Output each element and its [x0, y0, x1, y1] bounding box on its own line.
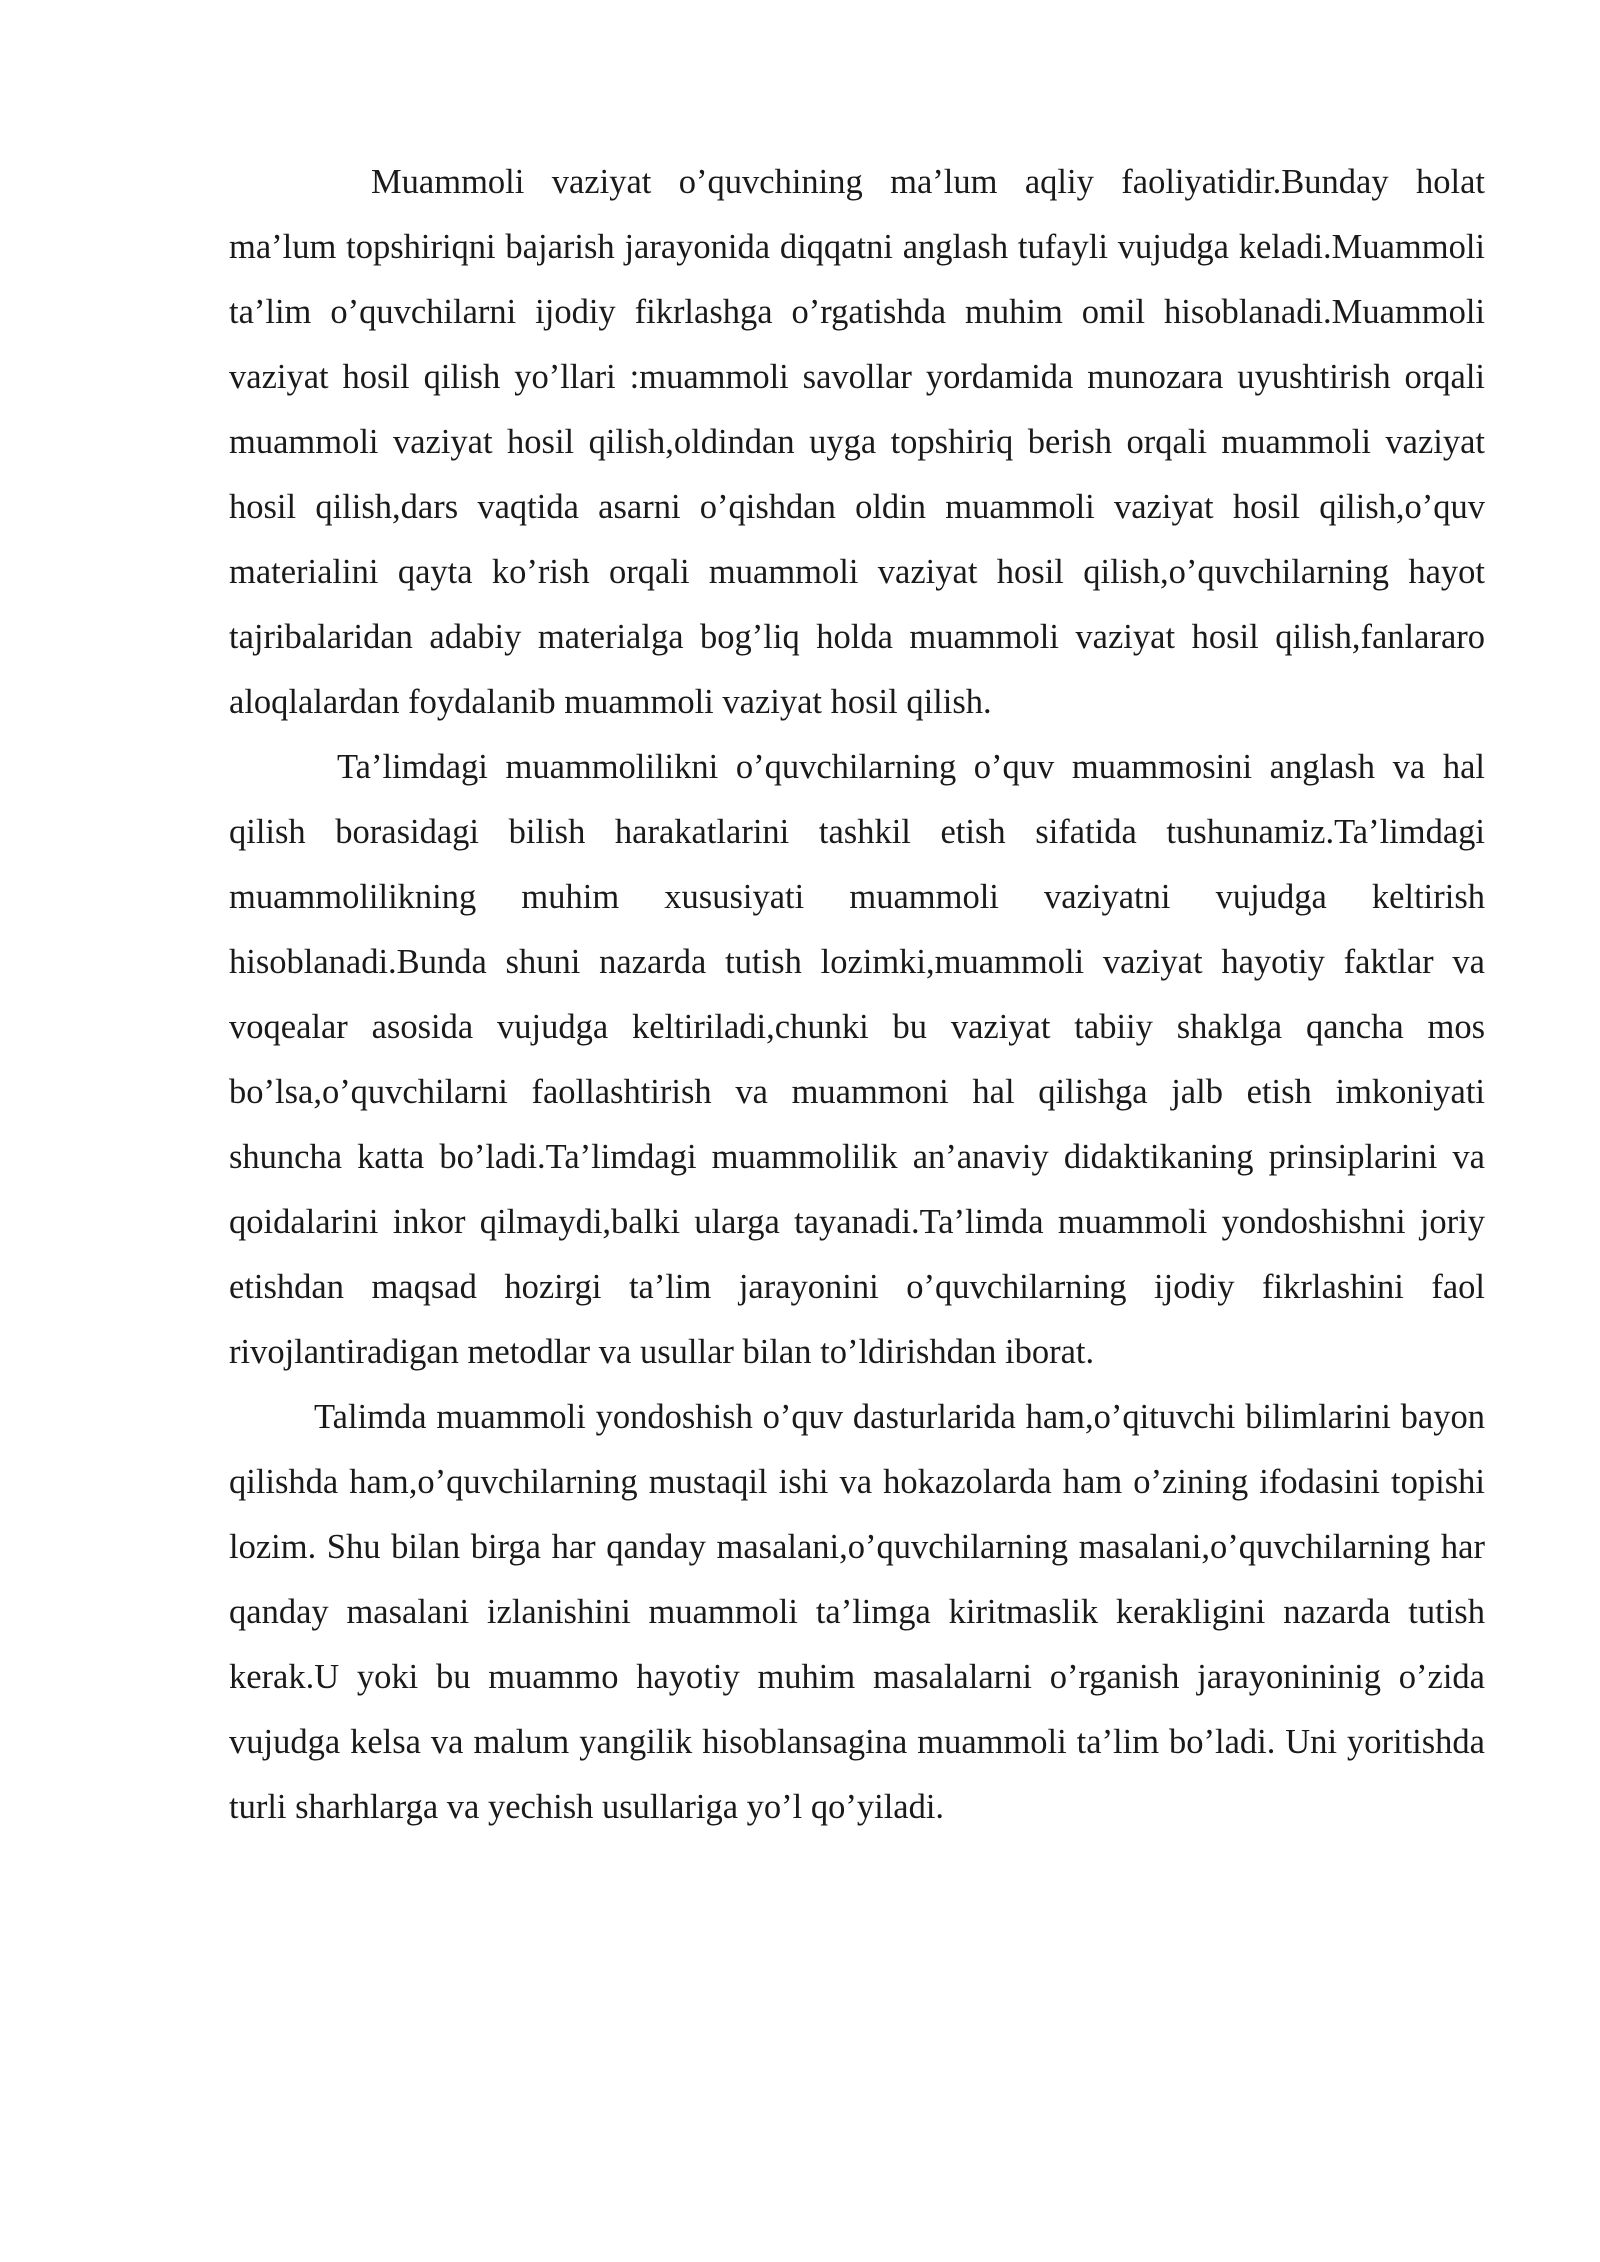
paragraph-3: Talimda muammoli yondoshish o’quv dasturlarida ham,o’qituvchi bilimlarini bayon qilishda ham,o’quvchilarning mustaqil ishi va hokazolarda ham o’zining ifodasini topishi lozim. Shu bilan birga har qanday masalani,o’quvchilarning masalani,o’quvchilarning har qanday masalani izlanishini muammoli ta’limga kiritmaslik kerakligini nazarda tutish kerak.U yoki bu muammo hayotiy muhim masalalarni o’rganish jarayonininig o’zida vujudga kelsa va malum yangilik hisoblansagina muammoli ta’lim bo’ladi. Uni yoritishda turli sharhlarga va yechish usullariga yo’l qo’yiladi.	[229, 1398, 1485, 1826]
document-body	[229, 150, 1485, 1840]
paragraph-2: Ta’limdagi muammolilikni o’quvchilarning o’quv muammosini anglash va hal qilish borasidagi bilish harakatlarini tashkil etish sifatida tushunamiz.Ta’limdagi muammolilikning muhim xususiyati muammoli vaziyatni vujudga keltirish hisoblanadi.Bunda shuni nazarda tutish lozimki,muammoli vaziyat hayotiy faktlar va voqealar asosida vujudga keltiriladi,chunki bu vaziyat tabiiy shaklga qancha mos bo’lsa,o’quvchilarni faollashtirish va muammoni hal qilishga jalb etish imkoniyati shuncha katta bo’ladi.Ta’limdagi muammolilik an’anaviy didaktikaning prinsiplarini va qoidalarini inkor qilmaydi,balki ularga tayanadi.Ta’limda muammoli yondoshishni joriy etishdan maqsad hozirgi ta’lim jarayonini o’quvchilarning ijodiy fikrlashini faol rivojlantiradigan metodlar va usullar bilan to’ldirishdan iborat.	[229, 748, 1485, 1371]
paragraph-1: Muammoli vaziyat o’quvchining ma’lum aqliy faoliyatidir.Bunday holat ma’lum topshiriqni bajarish jarayonida diqqatni anglash tufayli vujudga keladi.Muammoli ta’lim o’quvchilarni ijodiy fikrlashga o’rgatishda muhim omil hisoblanadi.Muammoli vaziyat hosil qilish yo’llari :muammoli savollar yordamida munozara uyushtirish orqali muammoli vaziyat hosil qilish,oldindan uyga topshiriq berish orqali muammoli vaziyat hosil qilish,dars vaqtida asarni o’qishdan oldin muammoli vaziyat hosil qilish,o’quv materialini qayta ko’rish orqali muammoli vaziyat hosil qilish,o’quvchilarning hayot tajribalaridan adabiy materialga bog’liq holda muammoli vaziyat hosil qilish,fanlararo aloqlalardan foydalanib muammoli vaziyat hosil qilish.	[229, 163, 1485, 721]
